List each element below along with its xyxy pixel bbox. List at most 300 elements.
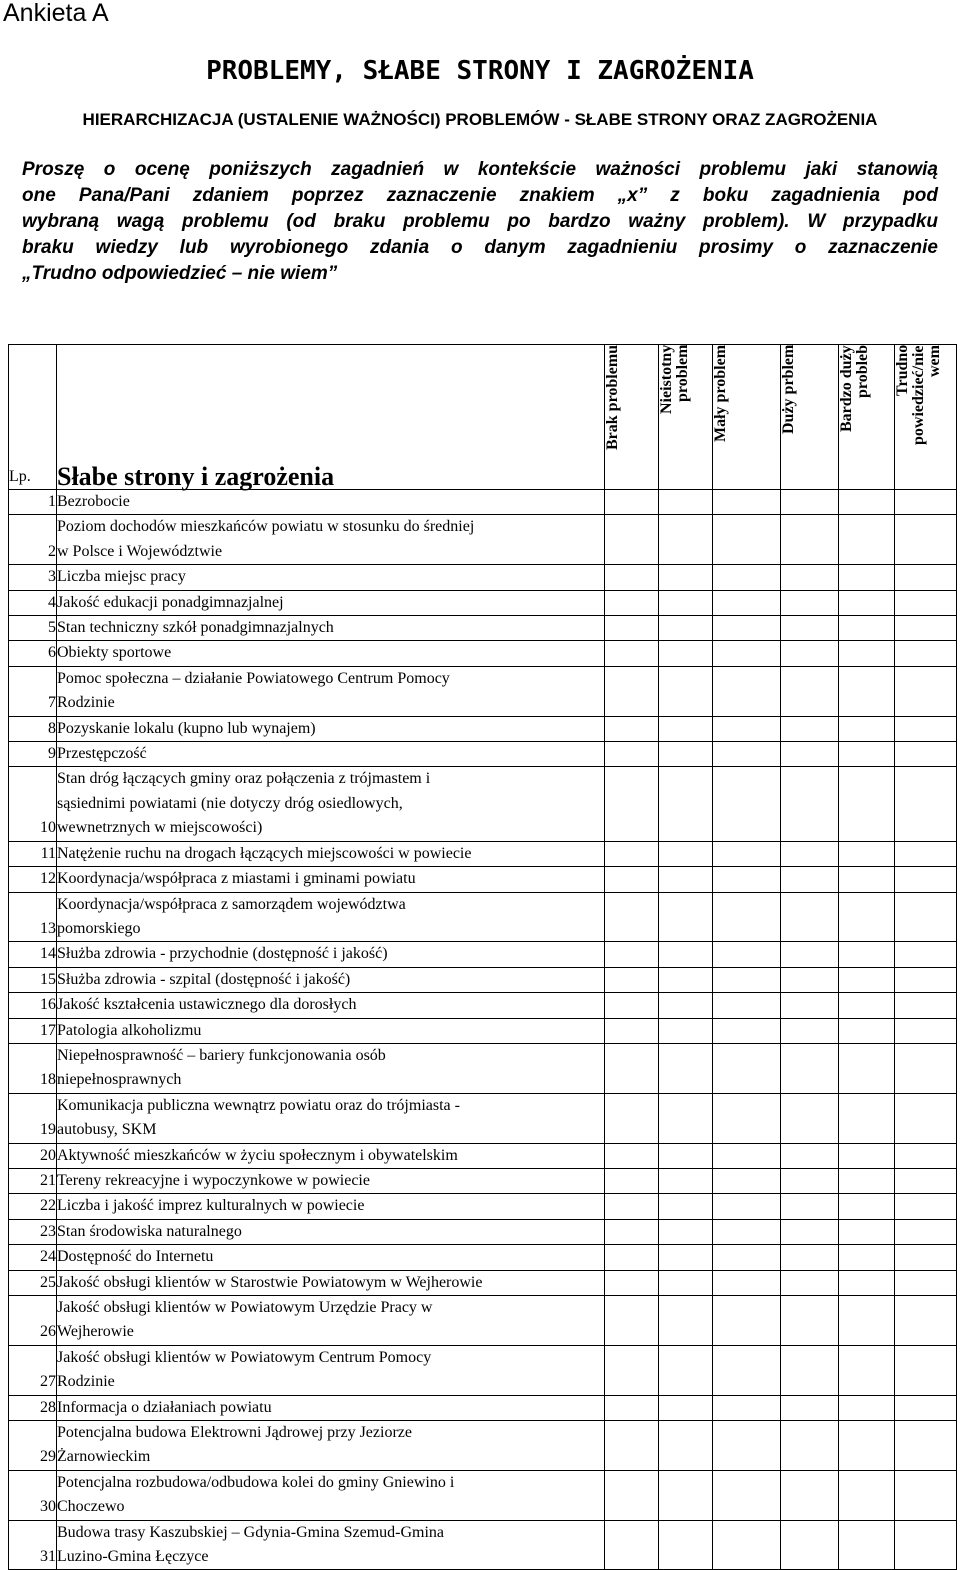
instruction-line: one Pana/Pani zdaniem poprzez zaznaczenie znakiem „x” z boku zagadnienia pod bbox=[22, 185, 938, 206]
rating-cell[interactable] bbox=[659, 515, 713, 565]
rating-cell[interactable] bbox=[839, 666, 895, 716]
row-number: 18 bbox=[9, 1043, 57, 1093]
table-row bbox=[9, 767, 957, 841]
row-number: 25 bbox=[9, 1270, 57, 1295]
row-topic: Koordynacja/współpraca z samorządem województwa pomorskiego bbox=[57, 892, 605, 942]
row-topic: Poziom dochodów mieszkańców powiatu w stosunku do średniej w Polsce i Województwie bbox=[57, 515, 605, 565]
rating-cell[interactable] bbox=[713, 1520, 781, 1570]
table-row bbox=[9, 565, 957, 590]
rating-cell[interactable] bbox=[895, 490, 957, 515]
row-number: 5 bbox=[9, 616, 57, 641]
rating-cell[interactable] bbox=[839, 1043, 895, 1093]
rating-cell[interactable] bbox=[659, 1018, 713, 1043]
rating-cell[interactable] bbox=[605, 1245, 659, 1270]
rating-cell[interactable] bbox=[713, 1168, 781, 1193]
row-number: 1 bbox=[9, 490, 57, 515]
rating-cell[interactable] bbox=[895, 1421, 957, 1471]
rating-cell[interactable] bbox=[659, 1194, 713, 1219]
rating-cell[interactable] bbox=[895, 716, 957, 741]
rating-cell[interactable] bbox=[713, 767, 781, 841]
rating-cell[interactable] bbox=[781, 841, 839, 866]
rating-cell[interactable] bbox=[781, 1245, 839, 1270]
rating-cell[interactable] bbox=[605, 641, 659, 666]
rating-cell[interactable] bbox=[839, 867, 895, 892]
rating-cell[interactable] bbox=[781, 616, 839, 641]
rating-cell[interactable] bbox=[839, 716, 895, 741]
row-topic: Budowa trasy Kaszubskiej – Gdynia-Gmina Szemud-Gmina Luzino-Gmina Łęczyce bbox=[57, 1520, 605, 1570]
rating-cell[interactable] bbox=[895, 1270, 957, 1295]
row-topic: Służba zdrowia - szpital (dostępność i jakość) bbox=[57, 967, 605, 992]
rating-cell[interactable] bbox=[605, 1520, 659, 1570]
page-subtitle: HIERARCHIZACJA (USTALENIE WAŻNOŚCI) PROBLEMÓW - SŁABE STRONY ORAZ ZAGROŻENIA bbox=[82, 110, 878, 129]
row-topic: Pozyskanie lokalu (kupno lub wynajem) bbox=[57, 716, 605, 741]
rating-cell[interactable] bbox=[659, 616, 713, 641]
rating-cell[interactable] bbox=[605, 892, 659, 942]
row-number: 26 bbox=[9, 1296, 57, 1346]
rating-cell[interactable] bbox=[605, 490, 659, 515]
rating-cell[interactable] bbox=[605, 565, 659, 590]
rating-cell[interactable] bbox=[895, 742, 957, 767]
rating-cell[interactable] bbox=[659, 841, 713, 866]
rating-cell[interactable] bbox=[781, 767, 839, 841]
rating-cell[interactable] bbox=[713, 841, 781, 866]
rating-cell[interactable] bbox=[839, 1143, 895, 1168]
rating-cell[interactable] bbox=[713, 716, 781, 741]
rating-cell[interactable] bbox=[781, 1194, 839, 1219]
header-rating-label: Nieistotny problem bbox=[658, 345, 691, 415]
row-topic: Natężenie ruchu na drogach łączących miejscowości w powiecie bbox=[57, 841, 605, 866]
row-number: 19 bbox=[9, 1093, 57, 1143]
row-topic: Potencjalna rozbudowa/odbudowa kolei do gminy Gniewino i Choczewo bbox=[57, 1470, 605, 1520]
rating-cell[interactable] bbox=[895, 1168, 957, 1193]
rating-cell[interactable] bbox=[713, 967, 781, 992]
rating-cell[interactable] bbox=[713, 1245, 781, 1270]
header-title: Słabe strony i zagrożenia bbox=[57, 345, 605, 490]
rating-cell[interactable] bbox=[659, 490, 713, 515]
row-number: 17 bbox=[9, 1018, 57, 1043]
rating-cell[interactable] bbox=[781, 641, 839, 666]
rating-cell[interactable] bbox=[659, 1520, 713, 1570]
rating-cell[interactable] bbox=[839, 993, 895, 1018]
rating-cell[interactable] bbox=[781, 942, 839, 967]
instruction-line: Proszę o ocenę poniższych zagadnień w kontekście ważności problemu jaki stanowią bbox=[22, 159, 938, 180]
rating-cell[interactable] bbox=[713, 867, 781, 892]
row-number: 11 bbox=[9, 841, 57, 866]
rating-cell[interactable] bbox=[781, 1093, 839, 1143]
table-row bbox=[9, 1194, 957, 1219]
rating-cell[interactable] bbox=[605, 1395, 659, 1420]
rating-cell[interactable] bbox=[781, 742, 839, 767]
header-rating-column bbox=[713, 345, 781, 490]
rating-cell[interactable] bbox=[781, 1143, 839, 1168]
rating-cell[interactable] bbox=[713, 742, 781, 767]
table-row bbox=[9, 590, 957, 615]
rating-cell[interactable] bbox=[781, 1219, 839, 1244]
header-rating-column bbox=[659, 345, 713, 490]
row-number: 7 bbox=[9, 666, 57, 716]
rating-cell[interactable] bbox=[659, 742, 713, 767]
rating-cell[interactable] bbox=[605, 1219, 659, 1244]
row-topic: Liczba i jakość imprez kulturalnych w powiecie bbox=[57, 1194, 605, 1219]
rating-cell[interactable] bbox=[659, 666, 713, 716]
rating-cell[interactable] bbox=[713, 1194, 781, 1219]
rating-cell[interactable] bbox=[659, 1168, 713, 1193]
row-number: 8 bbox=[9, 716, 57, 741]
row-topic: Stan techniczny szkół ponadgimnazjalnych bbox=[57, 616, 605, 641]
table-row bbox=[9, 616, 957, 641]
rating-cell[interactable] bbox=[713, 641, 781, 666]
row-topic: Patologia alkoholizmu bbox=[57, 1018, 605, 1043]
rating-cell[interactable] bbox=[605, 1093, 659, 1143]
rating-cell[interactable] bbox=[839, 1168, 895, 1193]
document-label: Ankieta A bbox=[3, 0, 109, 27]
page-title: PROBLEMY, SŁABE STRONY I ZAGROŻENIA bbox=[206, 56, 754, 86]
rating-cell[interactable] bbox=[895, 1345, 957, 1395]
rating-cell[interactable] bbox=[713, 490, 781, 515]
rating-cell[interactable] bbox=[605, 993, 659, 1018]
instruction-line: wybraną wagą problemu (od braku problemu po bardzo ważny problem). W przypadku bbox=[22, 211, 938, 232]
rating-cell[interactable] bbox=[605, 767, 659, 841]
table-row bbox=[9, 967, 957, 992]
rating-cell[interactable] bbox=[839, 942, 895, 967]
header-rating-label: Brak problemu bbox=[604, 345, 621, 451]
rating-cell[interactable] bbox=[781, 1168, 839, 1193]
rating-cell[interactable] bbox=[895, 1143, 957, 1168]
row-number: 4 bbox=[9, 590, 57, 615]
instruction-line: „Trudno odpowiedzieć – nie wiem” bbox=[22, 263, 338, 284]
row-number: 9 bbox=[9, 742, 57, 767]
table-row bbox=[9, 1520, 957, 1570]
rating-cell[interactable] bbox=[659, 1245, 713, 1270]
rating-cell[interactable] bbox=[659, 767, 713, 841]
rating-cell[interactable] bbox=[781, 1395, 839, 1420]
table-row bbox=[9, 1168, 957, 1193]
rating-cell[interactable] bbox=[605, 1421, 659, 1471]
rating-cell[interactable] bbox=[713, 1043, 781, 1093]
row-number: 21 bbox=[9, 1168, 57, 1193]
row-topic: Stan środowiska naturalnego bbox=[57, 1219, 605, 1244]
table-row bbox=[9, 1345, 957, 1395]
row-number: 15 bbox=[9, 967, 57, 992]
rating-cell[interactable] bbox=[895, 892, 957, 942]
rating-cell[interactable] bbox=[713, 1219, 781, 1244]
row-number: 22 bbox=[9, 1194, 57, 1219]
row-topic: Komunikacja publiczna wewnątrz powiatu oraz do trójmiasta - autobusy, SKM bbox=[57, 1093, 605, 1143]
rating-cell[interactable] bbox=[781, 1421, 839, 1471]
row-number: 23 bbox=[9, 1219, 57, 1244]
rating-cell[interactable] bbox=[839, 1395, 895, 1420]
rating-cell[interactable] bbox=[659, 967, 713, 992]
rating-cell[interactable] bbox=[659, 1470, 713, 1520]
header-rating-column bbox=[895, 345, 957, 490]
rating-cell[interactable] bbox=[659, 590, 713, 615]
rating-cell[interactable] bbox=[605, 841, 659, 866]
rating-cell[interactable] bbox=[895, 515, 957, 565]
rating-cell[interactable] bbox=[895, 1296, 957, 1346]
rating-cell[interactable] bbox=[659, 867, 713, 892]
rating-cell[interactable] bbox=[605, 1194, 659, 1219]
row-number: 29 bbox=[9, 1421, 57, 1471]
rating-cell[interactable] bbox=[713, 1421, 781, 1471]
row-topic: Niepełnosprawność – bariery funkcjonowania osób niepełnosprawnych bbox=[57, 1043, 605, 1093]
rating-cell[interactable] bbox=[605, 942, 659, 967]
rating-cell[interactable] bbox=[895, 590, 957, 615]
rating-cell[interactable] bbox=[713, 1345, 781, 1395]
row-number: 14 bbox=[9, 942, 57, 967]
rating-cell[interactable] bbox=[781, 1018, 839, 1043]
row-number: 2 bbox=[9, 515, 57, 565]
table-row bbox=[9, 1421, 957, 1471]
header-rating-column bbox=[839, 345, 895, 490]
rating-cell[interactable] bbox=[895, 1018, 957, 1043]
rating-cell[interactable] bbox=[839, 1194, 895, 1219]
table-row bbox=[9, 515, 957, 565]
row-number: 3 bbox=[9, 565, 57, 590]
rating-cell[interactable] bbox=[781, 1520, 839, 1570]
rating-cell[interactable] bbox=[839, 565, 895, 590]
header-rating-label: Trudno powiedzieć/nie wem bbox=[894, 345, 943, 445]
rating-cell[interactable] bbox=[895, 867, 957, 892]
table-row bbox=[9, 1470, 957, 1520]
table-row bbox=[9, 892, 957, 942]
rating-cell[interactable] bbox=[781, 1270, 839, 1295]
table-row bbox=[9, 1245, 957, 1270]
table-row bbox=[9, 993, 957, 1018]
row-topic: Służba zdrowia - przychodnie (dostępność i jakość) bbox=[57, 942, 605, 967]
rating-cell[interactable] bbox=[781, 993, 839, 1018]
rating-cell[interactable] bbox=[605, 1143, 659, 1168]
rating-cell[interactable] bbox=[781, 565, 839, 590]
rating-cell[interactable] bbox=[781, 515, 839, 565]
rating-cell[interactable] bbox=[713, 1395, 781, 1420]
rating-cell[interactable] bbox=[839, 1520, 895, 1570]
row-topic: Pomoc społeczna – działanie Powiatowego Centrum Pomocy Rodzinie bbox=[57, 666, 605, 716]
row-topic: Jakość obsługi klientów w Starostwie Powiatowym w Wejherowie bbox=[57, 1270, 605, 1295]
rating-cell[interactable] bbox=[895, 942, 957, 967]
rating-cell[interactable] bbox=[605, 967, 659, 992]
rating-cell[interactable] bbox=[605, 515, 659, 565]
rating-cell[interactable] bbox=[659, 641, 713, 666]
rating-cell[interactable] bbox=[839, 490, 895, 515]
header-rating-column bbox=[781, 345, 839, 490]
rating-cell[interactable] bbox=[839, 1296, 895, 1346]
row-topic: Stan dróg łączących gminy oraz połączenia z trójmastem i sąsiednimi powiatami (nie dotyczy dróg osiedlowych, wewnetrznych w miejscowości) bbox=[57, 767, 605, 841]
row-topic: Koordynacja/współpraca z miastami i gminami powiatu bbox=[57, 867, 605, 892]
rating-cell[interactable] bbox=[839, 590, 895, 615]
rating-cell[interactable] bbox=[781, 1043, 839, 1093]
table-row bbox=[9, 841, 957, 866]
rating-cell[interactable] bbox=[605, 1345, 659, 1395]
rating-cell[interactable] bbox=[839, 767, 895, 841]
rating-cell[interactable] bbox=[605, 867, 659, 892]
row-topic: Bezrobocie bbox=[57, 490, 605, 515]
header-rating-column bbox=[605, 345, 659, 490]
table-row bbox=[9, 742, 957, 767]
rating-cell[interactable] bbox=[895, 841, 957, 866]
rating-cell[interactable] bbox=[839, 616, 895, 641]
table-row bbox=[9, 1296, 957, 1346]
rating-cell[interactable] bbox=[781, 1345, 839, 1395]
rating-cell[interactable] bbox=[895, 1043, 957, 1093]
rating-cell[interactable] bbox=[713, 515, 781, 565]
row-number: 12 bbox=[9, 867, 57, 892]
rating-cell[interactable] bbox=[781, 1470, 839, 1520]
rating-cell[interactable] bbox=[839, 1270, 895, 1295]
rating-cell[interactable] bbox=[839, 742, 895, 767]
rating-cell[interactable] bbox=[895, 565, 957, 590]
rating-cell[interactable] bbox=[605, 716, 659, 741]
row-number: 30 bbox=[9, 1470, 57, 1520]
table-header-row bbox=[9, 345, 957, 490]
table-row bbox=[9, 641, 957, 666]
rating-cell[interactable] bbox=[781, 716, 839, 741]
rating-cell[interactable] bbox=[895, 1219, 957, 1244]
row-topic: Przestępczość bbox=[57, 742, 605, 767]
rating-cell[interactable] bbox=[659, 716, 713, 741]
rating-cell[interactable] bbox=[713, 1093, 781, 1143]
rating-cell[interactable] bbox=[781, 867, 839, 892]
rating-cell[interactable] bbox=[781, 892, 839, 942]
rating-cell[interactable] bbox=[781, 590, 839, 615]
rating-cell[interactable] bbox=[659, 565, 713, 590]
rating-cell[interactable] bbox=[713, 666, 781, 716]
table-row bbox=[9, 490, 957, 515]
rating-cell[interactable] bbox=[713, 1270, 781, 1295]
header-rating-label: Bardzo duży probleb bbox=[838, 345, 871, 432]
rating-cell[interactable] bbox=[839, 841, 895, 866]
rating-cell[interactable] bbox=[659, 1093, 713, 1143]
rating-cell[interactable] bbox=[659, 1345, 713, 1395]
rating-cell[interactable] bbox=[713, 993, 781, 1018]
rating-cell[interactable] bbox=[839, 1470, 895, 1520]
rating-cell[interactable] bbox=[605, 1168, 659, 1193]
rating-cell[interactable] bbox=[605, 590, 659, 615]
rating-cell[interactable] bbox=[713, 1296, 781, 1346]
rating-cell[interactable] bbox=[895, 616, 957, 641]
rating-cell[interactable] bbox=[713, 590, 781, 615]
rating-cell[interactable] bbox=[605, 1043, 659, 1093]
row-topic: Obiekty sportowe bbox=[57, 641, 605, 666]
rating-cell[interactable] bbox=[781, 1296, 839, 1346]
rating-cell[interactable] bbox=[839, 967, 895, 992]
header-rating-label: Duży prblem bbox=[780, 345, 797, 435]
rating-cell[interactable] bbox=[659, 1395, 713, 1420]
rating-cell[interactable] bbox=[713, 565, 781, 590]
rating-cell[interactable] bbox=[659, 1043, 713, 1093]
row-number: 10 bbox=[9, 767, 57, 841]
rating-cell[interactable] bbox=[605, 616, 659, 641]
rating-cell[interactable] bbox=[713, 616, 781, 641]
table-row bbox=[9, 716, 957, 741]
row-number: 28 bbox=[9, 1395, 57, 1420]
rating-cell[interactable] bbox=[895, 967, 957, 992]
rating-cell[interactable] bbox=[605, 1296, 659, 1346]
rating-cell[interactable] bbox=[895, 767, 957, 841]
row-topic: Informacja o działaniach powiatu bbox=[57, 1395, 605, 1420]
row-number: 24 bbox=[9, 1245, 57, 1270]
row-number: 31 bbox=[9, 1520, 57, 1570]
rating-cell[interactable] bbox=[895, 1194, 957, 1219]
rating-cell[interactable] bbox=[839, 1093, 895, 1143]
rating-cell[interactable] bbox=[605, 742, 659, 767]
rating-cell[interactable] bbox=[659, 1270, 713, 1295]
header-rating-label: Mały problem bbox=[712, 345, 729, 443]
row-topic: Liczba miejsc pracy bbox=[57, 565, 605, 590]
table-row bbox=[9, 1018, 957, 1043]
rating-cell[interactable] bbox=[895, 666, 957, 716]
rating-cell[interactable] bbox=[839, 1219, 895, 1244]
rating-cell[interactable] bbox=[895, 641, 957, 666]
table-row bbox=[9, 666, 957, 716]
rating-cell[interactable] bbox=[713, 1018, 781, 1043]
rating-cell[interactable] bbox=[895, 993, 957, 1018]
rating-cell[interactable] bbox=[659, 1219, 713, 1244]
row-topic: Potencjalna budowa Elektrowni Jądrowej przy Jeziorze Żarnowieckim bbox=[57, 1421, 605, 1471]
rating-cell[interactable] bbox=[895, 1470, 957, 1520]
table-row bbox=[9, 1395, 957, 1420]
instruction-line: braku wiedzy lub wyrobionego zdania o danym zagadnieniu prosimy o zaznaczenie bbox=[22, 237, 938, 258]
table-body bbox=[9, 490, 957, 1570]
rating-cell[interactable] bbox=[895, 1395, 957, 1420]
rating-cell[interactable] bbox=[659, 942, 713, 967]
rating-cell[interactable] bbox=[895, 1520, 957, 1570]
rating-cell[interactable] bbox=[605, 1470, 659, 1520]
row-number: 16 bbox=[9, 993, 57, 1018]
rating-cell[interactable] bbox=[659, 993, 713, 1018]
rating-cell[interactable] bbox=[839, 1245, 895, 1270]
rating-cell[interactable] bbox=[659, 1143, 713, 1168]
survey-table bbox=[8, 344, 957, 1570]
rating-cell[interactable] bbox=[781, 666, 839, 716]
rating-cell[interactable] bbox=[713, 892, 781, 942]
rating-cell[interactable] bbox=[781, 967, 839, 992]
row-number: 13 bbox=[9, 892, 57, 942]
rating-cell[interactable] bbox=[659, 892, 713, 942]
table-row bbox=[9, 942, 957, 967]
row-topic: Jakość kształcenia ustawicznego dla dorosłych bbox=[57, 993, 605, 1018]
rating-cell[interactable] bbox=[605, 1270, 659, 1295]
rating-cell[interactable] bbox=[781, 490, 839, 515]
table-row bbox=[9, 867, 957, 892]
table-row bbox=[9, 1093, 957, 1143]
rating-cell[interactable] bbox=[895, 1093, 957, 1143]
row-topic: Jakość obsługi klientów w Powiatowym Centrum Pomocy Rodzinie bbox=[57, 1345, 605, 1395]
rating-cell[interactable] bbox=[713, 1143, 781, 1168]
rating-cell[interactable] bbox=[839, 1018, 895, 1043]
row-topic: Dostępność do Internetu bbox=[57, 1245, 605, 1270]
table-row bbox=[9, 1143, 957, 1168]
row-topic: Jakość edukacji ponadgimnazjalnej bbox=[57, 590, 605, 615]
rating-cell[interactable] bbox=[839, 1421, 895, 1471]
rating-cell[interactable] bbox=[605, 1018, 659, 1043]
rating-cell[interactable] bbox=[839, 892, 895, 942]
table-row bbox=[9, 1043, 957, 1093]
row-number: 6 bbox=[9, 641, 57, 666]
rating-cell[interactable] bbox=[839, 515, 895, 565]
rating-cell[interactable] bbox=[713, 1470, 781, 1520]
rating-cell[interactable] bbox=[713, 942, 781, 967]
rating-cell[interactable] bbox=[839, 1345, 895, 1395]
row-number: 20 bbox=[9, 1143, 57, 1168]
row-topic: Aktywność mieszkańców w życiu społecznym i obywatelskim bbox=[57, 1143, 605, 1168]
rating-cell[interactable] bbox=[895, 1245, 957, 1270]
rating-cell[interactable] bbox=[839, 641, 895, 666]
table-row bbox=[9, 1219, 957, 1244]
header-lp: Lp. bbox=[9, 345, 57, 490]
rating-cell[interactable] bbox=[605, 666, 659, 716]
rating-cell[interactable] bbox=[659, 1296, 713, 1346]
rating-cell[interactable] bbox=[659, 1421, 713, 1471]
